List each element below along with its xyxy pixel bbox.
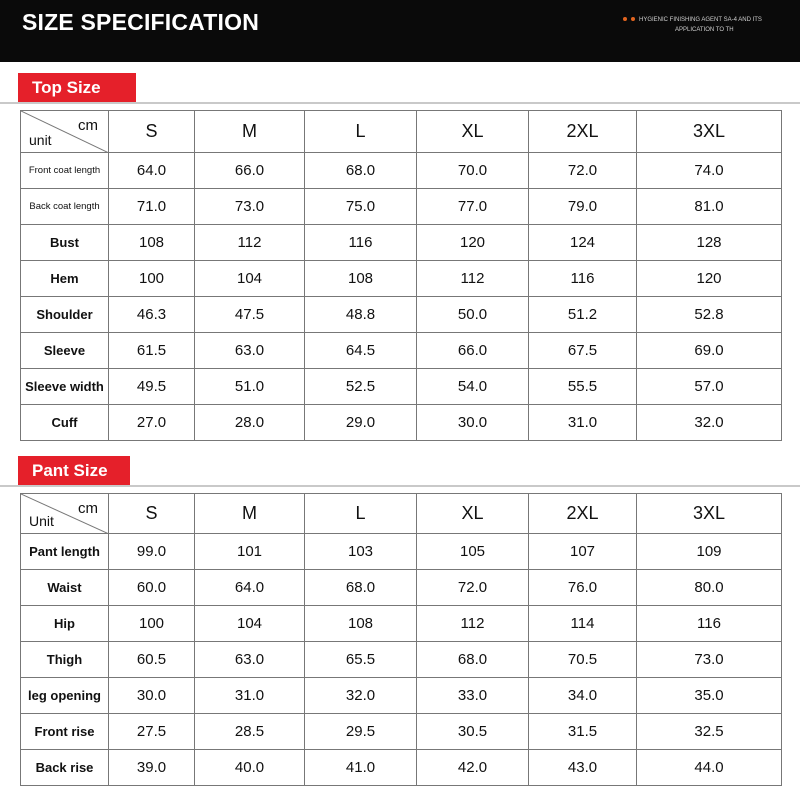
top-size-label: Top Size <box>18 73 136 103</box>
table-cell: 73.0 <box>195 189 305 225</box>
table-cell: 69.0 <box>637 333 782 369</box>
bullet-dot-icon <box>631 17 635 21</box>
table-cell: 99.0 <box>109 534 195 570</box>
table-cell: 57.0 <box>637 369 782 405</box>
table-cell: 30.0 <box>109 678 195 714</box>
table-cell: 63.0 <box>195 642 305 678</box>
table-row <box>21 333 782 369</box>
table-cell: 107 <box>529 534 637 570</box>
table-row <box>21 642 782 678</box>
table-row <box>21 189 782 225</box>
table-cell: 81.0 <box>637 189 782 225</box>
size-header-xl: XL <box>417 494 529 534</box>
table-cell: 120 <box>637 261 782 297</box>
unit-label: Unit <box>29 513 54 529</box>
table-cell: 72.0 <box>417 570 529 606</box>
row-label: Pant length <box>21 534 109 570</box>
table-cell: 61.5 <box>109 333 195 369</box>
size-header-xl: XL <box>417 111 529 153</box>
table-cell: 66.0 <box>417 333 529 369</box>
table-header-row <box>21 111 782 153</box>
size-header-l: L <box>305 494 417 534</box>
corner-cell <box>21 494 109 534</box>
table-cell: 31.5 <box>529 714 637 750</box>
row-label: Front coat length <box>21 153 109 189</box>
table-cell: 52.8 <box>637 297 782 333</box>
table-cell: 101 <box>195 534 305 570</box>
row-label: Sleeve <box>21 333 109 369</box>
table-row <box>21 534 782 570</box>
table-cell: 47.5 <box>195 297 305 333</box>
table-cell: 32.0 <box>637 405 782 441</box>
header-note-line1: HYGIENIC FINISHING AGENT SA-4 AND ITS <box>623 15 773 25</box>
pant-size-label: Pant Size <box>18 456 130 486</box>
table-cell: 64.0 <box>195 570 305 606</box>
table-cell: 29.0 <box>305 405 417 441</box>
table-cell: 104 <box>195 261 305 297</box>
table-cell: 51.0 <box>195 369 305 405</box>
size-header-m: M <box>195 494 305 534</box>
table-cell: 46.3 <box>109 297 195 333</box>
row-label: leg opening <box>21 678 109 714</box>
row-label: Cuff <box>21 405 109 441</box>
table-cell: 32.5 <box>637 714 782 750</box>
table-row <box>21 750 782 786</box>
table-cell: 27.5 <box>109 714 195 750</box>
table-cell: 44.0 <box>637 750 782 786</box>
table-row <box>21 678 782 714</box>
row-label: Back rise <box>21 750 109 786</box>
corner-cell <box>21 111 109 153</box>
table-cell: 116 <box>637 606 782 642</box>
table-cell: 108 <box>305 261 417 297</box>
table-cell: 128 <box>637 225 782 261</box>
table-cell: 64.0 <box>109 153 195 189</box>
table-row <box>21 261 782 297</box>
table-header-row <box>21 494 782 534</box>
table-row <box>21 297 782 333</box>
table-cell: 28.0 <box>195 405 305 441</box>
table-cell: 105 <box>417 534 529 570</box>
table-cell: 73.0 <box>637 642 782 678</box>
table-cell: 100 <box>109 261 195 297</box>
table-cell: 30.5 <box>417 714 529 750</box>
top-size-table <box>20 110 782 441</box>
table-cell: 51.2 <box>529 297 637 333</box>
table-row <box>21 153 782 189</box>
table-row <box>21 606 782 642</box>
table-cell: 55.5 <box>529 369 637 405</box>
table-cell: 77.0 <box>417 189 529 225</box>
table-cell: 31.0 <box>195 678 305 714</box>
table-cell: 68.0 <box>305 153 417 189</box>
size-header-3xl: 3XL <box>637 494 782 534</box>
unit-cm-label: cm <box>78 117 98 134</box>
row-label: Front rise <box>21 714 109 750</box>
size-header-m: M <box>195 111 305 153</box>
top-size-divider <box>0 102 800 104</box>
size-header-l: L <box>305 111 417 153</box>
table-cell: 39.0 <box>109 750 195 786</box>
header-note <box>623 15 773 35</box>
row-label: Hem <box>21 261 109 297</box>
size-header-3xl: 3XL <box>637 111 782 153</box>
row-label: Hip <box>21 606 109 642</box>
row-label: Shoulder <box>21 297 109 333</box>
table-cell: 112 <box>195 225 305 261</box>
size-header-2xl: 2XL <box>529 111 637 153</box>
table-cell: 49.5 <box>109 369 195 405</box>
table-cell: 100 <box>109 606 195 642</box>
table-cell: 76.0 <box>529 570 637 606</box>
table-cell: 65.5 <box>305 642 417 678</box>
table-row <box>21 714 782 750</box>
table-cell: 70.0 <box>417 153 529 189</box>
row-label: Sleeve width <box>21 369 109 405</box>
page-title: SIZE SPECIFICATION <box>22 9 260 35</box>
table-cell: 79.0 <box>529 189 637 225</box>
size-header-s: S <box>109 494 195 534</box>
row-label: Bust <box>21 225 109 261</box>
table-cell: 43.0 <box>529 750 637 786</box>
bullet-dot-icon <box>623 17 627 21</box>
table-cell: 41.0 <box>305 750 417 786</box>
pant-size-divider <box>0 485 800 487</box>
table-cell: 68.0 <box>417 642 529 678</box>
table-cell: 112 <box>417 261 529 297</box>
table-cell: 108 <box>305 606 417 642</box>
size-header-s: S <box>109 111 195 153</box>
table-cell: 112 <box>417 606 529 642</box>
table-cell: 60.5 <box>109 642 195 678</box>
table-cell: 68.0 <box>305 570 417 606</box>
table-cell: 30.0 <box>417 405 529 441</box>
table-row <box>21 570 782 606</box>
table-cell: 40.0 <box>195 750 305 786</box>
header-banner <box>0 0 800 62</box>
table-cell: 27.0 <box>109 405 195 441</box>
table-cell: 29.5 <box>305 714 417 750</box>
table-row <box>21 225 782 261</box>
table-cell: 116 <box>529 261 637 297</box>
table-cell: 33.0 <box>417 678 529 714</box>
header-note-line2: APPLICATION TO TH <box>675 27 734 33</box>
unit-label: unit <box>29 132 52 148</box>
table-cell: 66.0 <box>195 153 305 189</box>
table-cell: 52.5 <box>305 369 417 405</box>
table-cell: 32.0 <box>305 678 417 714</box>
table-row <box>21 405 782 441</box>
table-cell: 60.0 <box>109 570 195 606</box>
table-cell: 103 <box>305 534 417 570</box>
table-cell: 80.0 <box>637 570 782 606</box>
unit-cm-label: cm <box>78 500 98 517</box>
table-cell: 124 <box>529 225 637 261</box>
table-row <box>21 369 782 405</box>
table-cell: 54.0 <box>417 369 529 405</box>
table-cell: 50.0 <box>417 297 529 333</box>
table-cell: 63.0 <box>195 333 305 369</box>
table-cell: 109 <box>637 534 782 570</box>
pant-size-table <box>20 493 782 786</box>
table-cell: 114 <box>529 606 637 642</box>
table-cell: 120 <box>417 225 529 261</box>
table-cell: 42.0 <box>417 750 529 786</box>
table-cell: 70.5 <box>529 642 637 678</box>
table-cell: 72.0 <box>529 153 637 189</box>
table-cell: 35.0 <box>637 678 782 714</box>
table-cell: 104 <box>195 606 305 642</box>
table-cell: 67.5 <box>529 333 637 369</box>
size-header-2xl: 2XL <box>529 494 637 534</box>
table-cell: 28.5 <box>195 714 305 750</box>
row-label: Waist <box>21 570 109 606</box>
table-cell: 116 <box>305 225 417 261</box>
table-cell: 34.0 <box>529 678 637 714</box>
table-cell: 108 <box>109 225 195 261</box>
table-cell: 74.0 <box>637 153 782 189</box>
table-cell: 75.0 <box>305 189 417 225</box>
table-cell: 48.8 <box>305 297 417 333</box>
row-label: Thigh <box>21 642 109 678</box>
table-cell: 71.0 <box>109 189 195 225</box>
table-cell: 31.0 <box>529 405 637 441</box>
table-cell: 64.5 <box>305 333 417 369</box>
row-label: Back coat length <box>21 189 109 225</box>
